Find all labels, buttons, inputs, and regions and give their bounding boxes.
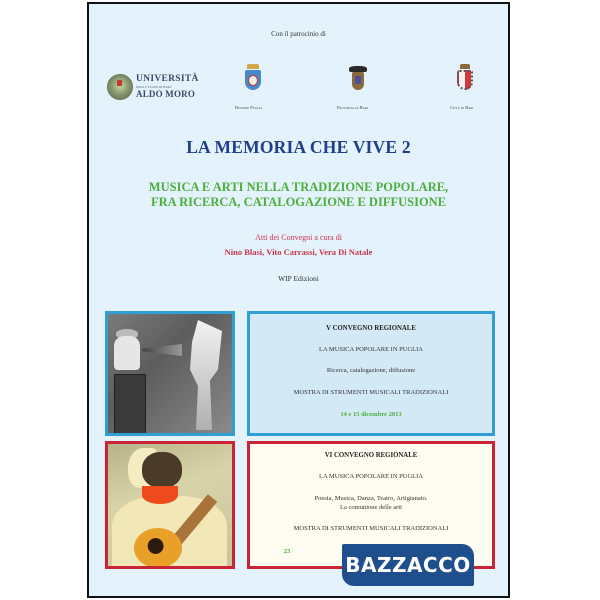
provincia-bari-caption: Provincia di Bari [337,105,368,110]
university-logo [107,72,207,102]
regione-puglia-caption: Regione Puglia [235,105,263,110]
book-subtitle [89,180,508,210]
convention-vi-description-2: La comunione delle arti [340,504,402,511]
citta-bari-emblem-icon [454,64,476,94]
regione-puglia-emblem-icon [242,64,264,94]
convention-v-heading: V CONVEGNO REGIONALE [326,325,416,332]
subtitle-line-2: FRA RICERCA, CATALOGAZIONE E DIFFUSIONE [150,195,447,209]
convention-vi-theme: LA MUSICA POPOLARE IN PUGLIA [318,473,423,480]
provincia-bari-emblem-icon [347,64,369,94]
editors-label: Atti dei Convegni a cura di [255,233,342,242]
convention-vi-description: Poesia, Musica, Danza, Teatro, Artigianato. [314,495,428,502]
book-title: LA MEMORIA CHE VIVE 2 [186,137,411,157]
convention-v-date: 14 e 15 dicembre 2013 [340,411,402,418]
university-name-line2: DEGLI STUDI DI BARI [136,84,172,89]
convention-vi-date: 23 [283,548,291,555]
citta-bari-caption: Città di Bari [450,105,474,110]
subtitle-line-1: MUSICA E ARTI NELLA TRADIZIONE POPOLARE, [148,180,449,194]
phonograph-recording-photo [105,311,235,436]
convention-vi-exhibition: MOSTRA DI STRUMENTI MUSICALI TRADIZIONALI [293,525,449,532]
bazzacco-badge: BAZZACCO [342,544,474,586]
convention-v-exhibition: MOSTRA DI STRUMENTI MUSICALI TRADIZIONALI [293,389,449,396]
editors-names: Nino Blasi, Vito Carrassi, Vera Di Natale [224,247,373,257]
convention-v-theme: LA MUSICA POPOLARE IN PUGLIA [318,346,423,353]
publisher: WIP Edizioni [278,274,319,283]
convention-v-description: Ricerca, catalogazione, diffusione [326,367,416,374]
university-name-line1: UNIVERSITÀ [136,74,199,84]
convention-v-box [247,311,495,436]
patronage-label: Con il patrocinio di [271,30,326,38]
university-seal-icon [107,74,133,100]
book-cover [87,2,510,598]
university-name-line3: ALDO MORO [136,89,196,99]
convention-vi-heading: VI CONVEGNO REGIONALE [324,452,418,459]
